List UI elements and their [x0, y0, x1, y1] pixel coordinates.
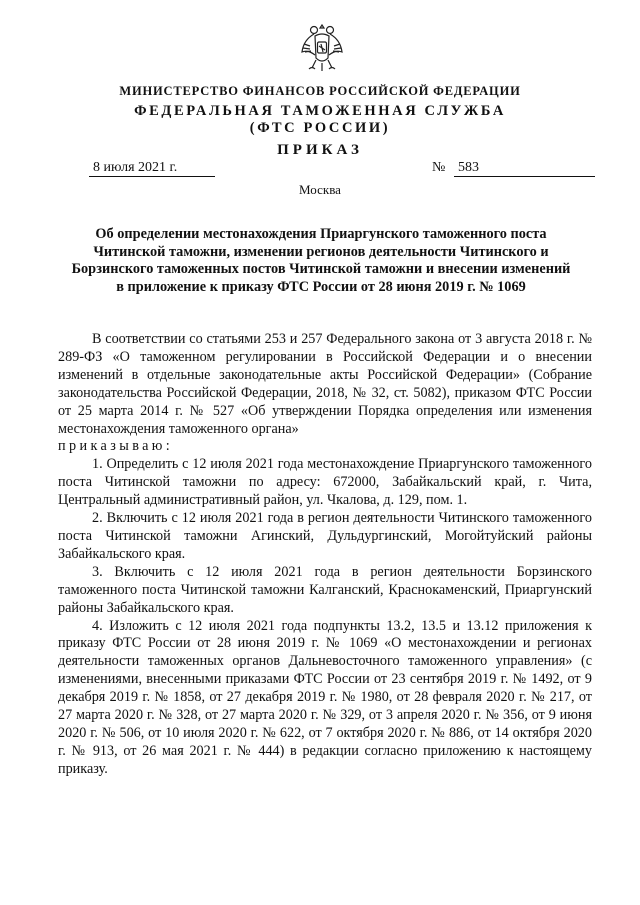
service-name: ФЕДЕРАЛЬНАЯ ТАМОЖЕННАЯ СЛУЖБА [134, 103, 506, 119]
order-item-1: 1. Определить с 12 июля 2021 года местонахождение Приаргунского таможенного поста Читинской таможни по адресу: 672000, Забайкальский край, г. Чита, Центральный административный район, ул. Чкалова, д. 129, пом. 1. [58, 456, 592, 509]
order-item-2: 2. Включить с 12 июля 2021 года в регион деятельности Читинского таможенного поста Читинской таможни Агинский, Дульдургинский, Могойтуйский районы Забайкальского края. [58, 510, 592, 562]
preamble-paragraph: В соответствии со статьями 253 и 257 Федерального закона от 3 августа 2018 г. № 289-ФЗ «О таможенном регулировании в Российской Федерации и о внесении изменений в отдельные законодательные акты Российской Федерации» (Собрание законодательства Российской Федерации, 2018, № 32, ст. 5082), приказом ФТС России от 25 марта 2014 г. № 527 «Об утверждении Порядка определения или изменения местонахождения таможенного органа» [58, 331, 592, 437]
order-word: приказываю: [58, 438, 174, 455]
ministry-name: МИНИСТЕРСТВО ФИНАНСОВ РОССИЙСКОЙ ФЕДЕРАЦИИ [119, 84, 521, 98]
service-name-block [0, 103, 640, 137]
order-item-4: 4. Изложить с 12 июля 2021 года подпункты 13.2, 13.5 и 13.12 приложения к приказу ФТС России от 28 июня 2019 г. № 1069 «О местонахождении и регионах деятельности таможенных органов Дальневосточного таможенного управления» (с изменениями, внесенными приказами ФТС России от 23 сентября 2019 г. № 1492, от 9 декабря 2019 г. № 1858, от 27 декабря 2019 г. № 1980, от 28 февраля 2020 г. № 217, от 27 марта 2020 г. № 328, от 27 марта 2020 г. № 329, от 3 апреля 2020 г. № 356, от 9 июня 2020 г. № 506, от 10 июля 2020 г. № 622, от 7 октября 2020 г. № 886, от 14 октября 2020 г. № 913, от 26 мая 2021 г. № 444) в редакции согласно приложению к настоящему приказу. [58, 617, 592, 777]
document-body [58, 331, 592, 779]
document-type: ПРИКАЗ [277, 142, 363, 158]
title-line: Борзинского таможенных постов Читинской таможни и внесении изменений [71, 261, 571, 277]
document-date: 8 июля 2021 г. [89, 159, 215, 177]
title-line: в приложение к приказу ФТС России от 28 июня 2019 г. № 1069 [116, 278, 526, 295]
city: Москва [299, 182, 341, 197]
order-item-3: 3. Включить с 12 июля 2021 года в регион деятельности Борзинского таможенного поста Читинской таможни Калганский, Краснокаменский, Приаргунский районы Забайкальского края. [58, 563, 592, 616]
document-title [58, 226, 584, 296]
title-line: Об определении местонахождения Приаргунского таможенного поста [95, 226, 547, 242]
title-line: Читинской таможни, изменении регионов деятельности Читинского и [93, 243, 549, 260]
number-label: № [432, 160, 446, 175]
coat-of-arms-emblem [299, 22, 345, 76]
document-number: 583 [454, 159, 595, 177]
service-abbreviation: (ФТС РОССИИ) [249, 120, 391, 136]
